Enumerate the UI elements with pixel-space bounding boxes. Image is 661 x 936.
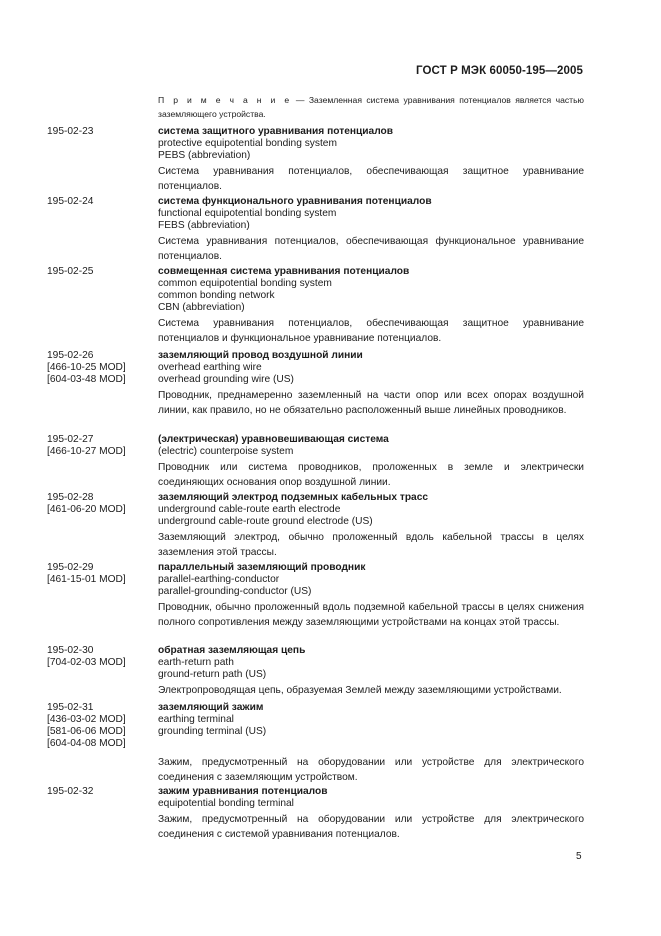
term-en: overhead earthing wire bbox=[158, 362, 262, 373]
entry-body bbox=[158, 562, 584, 630]
entry-body bbox=[158, 126, 584, 194]
entry-number: 195-02-28 bbox=[47, 492, 94, 503]
entry-number-block bbox=[47, 266, 155, 278]
entry-number-block bbox=[47, 196, 155, 208]
term-ru: совмещенная система уравнивания потенциалов bbox=[158, 266, 410, 277]
entry-number-block bbox=[47, 702, 155, 750]
term-ru: (электрическая) уравновешивающая система bbox=[158, 434, 389, 445]
entry-number-block bbox=[47, 562, 155, 586]
entry-number-block bbox=[47, 645, 155, 669]
term-en: FEBS (abbreviation) bbox=[158, 220, 250, 231]
entry-body bbox=[158, 434, 584, 490]
entry-body bbox=[158, 350, 584, 418]
term-en: overhead grounding wire (US) bbox=[158, 374, 294, 385]
entry-number-block bbox=[47, 492, 155, 516]
entry-number-block bbox=[47, 126, 155, 138]
note-label: П р и м е ч а н и е bbox=[158, 95, 292, 105]
definition: Система уравнивания потенциалов, обеспечивающая защитное уравнивание потенциалов и функциональное уравнивание потенциалов. bbox=[158, 318, 584, 344]
term-en: earth-return path bbox=[158, 657, 234, 668]
entry-number: 195-02-26 bbox=[47, 350, 94, 361]
term-en: (electric) counterpoise system bbox=[158, 446, 294, 457]
source-reference: [461-15-01 MOD] bbox=[47, 574, 126, 585]
definition: Система уравнивания потенциалов, обеспечивающая функциональное уравнивание потенциалов. bbox=[158, 236, 584, 262]
entry-body bbox=[158, 786, 584, 842]
definition: Зажим, предусмотренный на оборудовании или устройстве для электрического соединения с системой уравнивания потенциалов. bbox=[158, 814, 584, 840]
term-en: common bonding network bbox=[158, 290, 275, 301]
entry-number-block bbox=[47, 350, 155, 386]
term-ru: параллельный заземляющий проводник bbox=[158, 562, 366, 573]
term-en: ground-return path (US) bbox=[158, 669, 267, 680]
term-en: earthing terminal bbox=[158, 714, 234, 725]
definition: Проводник, преднамеренно заземленный на части опор или всех опорах воздушной линии, как правило, но не обязательно расположенный выше линейных проводников. bbox=[158, 390, 584, 416]
term-en: equipotential bonding terminal bbox=[158, 798, 294, 809]
term-en: CBN (abbreviation) bbox=[158, 302, 245, 313]
definition: Проводник или система проводников, проложенных в земле и электрически соединяющих основания опор воздушной линии. bbox=[158, 462, 584, 488]
entry-number-block bbox=[47, 786, 155, 798]
page-number: 5 bbox=[576, 851, 582, 862]
source-reference: [461-06-20 MOD] bbox=[47, 504, 126, 515]
entry-number-block bbox=[47, 434, 155, 458]
entry-body bbox=[158, 645, 584, 699]
definition: Заземляющий электрод, обычно проложенный вдоль кабельной трассы в целях заземления этой трассы. bbox=[158, 532, 584, 558]
term-en: underground cable-route earth electrode bbox=[158, 504, 341, 515]
document-header: ГОСТ Р МЭК 60050-195—2005 bbox=[416, 65, 583, 77]
term-en: protective equipotential bonding system bbox=[158, 138, 337, 149]
term-ru: заземляющий электрод подземных кабельных трасс bbox=[158, 492, 429, 503]
term-en: grounding terminal (US) bbox=[158, 726, 267, 737]
entry-body bbox=[158, 196, 584, 264]
term-ru: заземляющий провод воздушной линии bbox=[158, 350, 363, 361]
note bbox=[158, 93, 584, 121]
term-en: functional equipotential bonding system bbox=[158, 208, 337, 219]
entry-number: 195-02-25 bbox=[47, 266, 94, 277]
term-en: common equipotential bonding system bbox=[158, 278, 332, 289]
term-ru: зажим уравнивания потенциалов bbox=[158, 786, 328, 797]
term-en: parallel-earthing-conductor bbox=[158, 574, 280, 585]
entry-number: 195-02-31 bbox=[47, 702, 94, 713]
entry-number: 195-02-29 bbox=[47, 562, 94, 573]
entry-number: 195-02-30 bbox=[47, 645, 94, 656]
entry-body bbox=[158, 702, 584, 785]
term-ru: обратная заземляющая цепь bbox=[158, 645, 306, 656]
entry-body bbox=[158, 492, 584, 560]
definition: Система уравнивания потенциалов, обеспечивающая защитное уравнивание потенциалов. bbox=[158, 166, 584, 192]
definition: Проводник, обычно проложенный вдоль подземной кабельной трассы в целях снижения полного сопротивления между заземляющими устройствами на концах этой трассы. bbox=[158, 602, 584, 628]
source-reference: [581-06-06 MOD] bbox=[47, 726, 126, 737]
note-text: — Заземленная система уравнивания потенциалов является частью заземляющего устройства. bbox=[158, 95, 585, 119]
source-reference: [704-02-03 MOD] bbox=[47, 657, 126, 668]
term-ru: заземляющий зажим bbox=[158, 702, 264, 713]
source-reference: [604-04-08 MOD] bbox=[47, 738, 126, 749]
definition: Электропроводящая цепь, образуемая Землей между заземляющими устройствами. bbox=[158, 685, 562, 696]
entry-number: 195-02-23 bbox=[47, 126, 94, 137]
term-ru: система защитного уравнивания потенциалов bbox=[158, 126, 394, 137]
term-ru: система функционального уравнивания потенциалов bbox=[158, 196, 432, 207]
entry-number: 195-02-24 bbox=[47, 196, 94, 207]
source-reference: [466-10-25 MOD] bbox=[47, 362, 126, 373]
term-en: PEBS (abbreviation) bbox=[158, 150, 251, 161]
term-en: underground cable-route ground electrode (US) bbox=[158, 516, 373, 527]
source-reference: [436-03-02 MOD] bbox=[47, 714, 126, 725]
entry-body bbox=[158, 266, 584, 346]
entry-number: 195-02-27 bbox=[47, 434, 94, 445]
entry-number: 195-02-32 bbox=[47, 786, 94, 797]
term-en: parallel-grounding-conductor (US) bbox=[158, 586, 312, 597]
source-reference: [466-10-27 MOD] bbox=[47, 446, 126, 457]
definition: Зажим, предусмотренный на оборудовании или устройстве для электрического соединения с заземляющим устройством. bbox=[158, 757, 584, 783]
source-reference: [604-03-48 MOD] bbox=[47, 374, 126, 385]
